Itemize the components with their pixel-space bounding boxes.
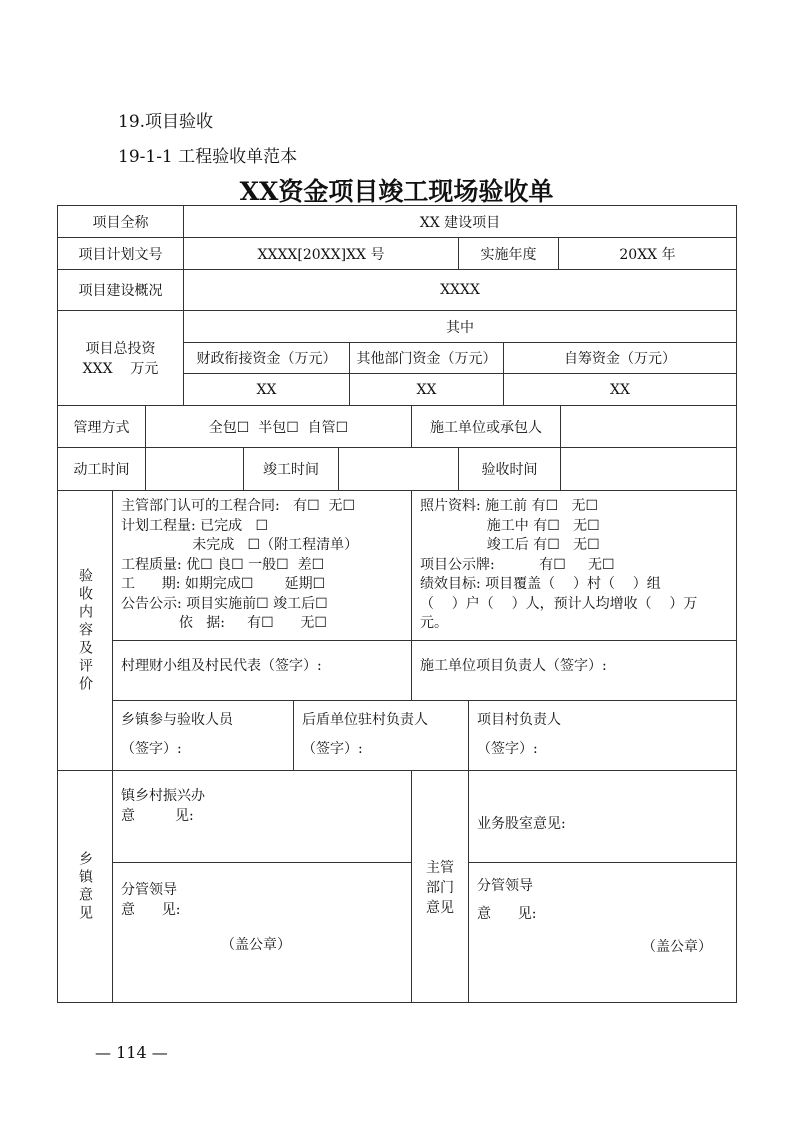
subsection-heading: 19-1-1 工程验收单范本 [118,147,298,167]
total-investment-cell [57,310,184,406]
town-opinion-label: 乡镇意见 [77,850,93,923]
village-head-sign[interactable] [468,700,737,771]
label-accept-time: 验收时间 [458,447,561,491]
opinion-label: 意 见: [121,807,194,824]
section-heading: 19.项目验收 [118,112,214,132]
self-fund-value: XX [503,373,737,406]
col-other-dept-fund: 其他部门资金（万元） [349,342,504,374]
form-title: XX资金项目竣工现场验收单 [239,177,554,206]
plan-number-value: XXXX[20XX]XX 号 [183,237,459,270]
dept-leader-opinion[interactable] [468,862,737,1003]
photo-during-line[interactable]: 施工中 有☐ 无☐ [420,517,600,534]
town-staff-label: 乡镇参与验收人员 [121,712,233,728]
goal-line-1: 绩效目标: 项目覆盖（ ）村（ ）组 [420,576,661,592]
label-start-time: 动工时间 [57,447,146,491]
backup-unit-label: 后盾单位驻村负责人 [302,712,428,728]
schedule-line[interactable]: 工 期: 如期完成☐ 延期☐ [121,576,326,592]
col-fiscal-fund: 财政衔接资金（万元） [183,342,350,374]
label-management: 管理方式 [57,405,146,448]
contractor-value[interactable] [560,405,737,448]
acceptance-right-content [411,490,737,641]
seal-label: （盖公章） [642,939,712,955]
planned-done-line[interactable]: 计划工程量: 已完成 ☐ [121,517,269,534]
overview-value: XXXX [183,269,737,311]
seal-label: （盖公章） [221,937,291,953]
page-number: — 114 — [95,1043,168,1062]
label-year: 实施年度 [458,237,559,270]
total-investment-value: XXX 万元 [82,361,159,377]
town-leader-opinion[interactable] [112,862,412,1003]
label-end-time: 竣工时间 [243,447,339,491]
sign-label: （签字）: [302,740,363,757]
contractor-sign[interactable]: 施工单位项目负责人（签字）: [411,640,737,701]
photo-before-line[interactable]: 照片资料: 施工前 有☐ 无☐ [420,498,599,514]
year-value: 20XX 年 [558,237,737,270]
acceptance-section-label-cell [57,490,113,771]
business-office-opinion[interactable]: 业务股室意见: [468,770,737,863]
label-plan-number: 项目计划文号 [57,237,184,270]
label-overview: 项目建设概况 [57,269,184,311]
leader-label: 分管领导 [477,878,533,894]
leader-label: 分管领导 [121,882,177,898]
acceptance-section-label: 验收内容及评价 [77,567,93,694]
other-dept-fund-value: XX [349,373,504,406]
opinion-label: 意 见: [477,905,537,922]
fiscal-fund-value: XX [183,373,350,406]
town-staff-sign[interactable] [112,700,294,771]
backup-unit-sign[interactable] [293,700,469,771]
goal-line-3: 元。 [420,615,448,631]
start-time-value[interactable] [145,447,244,491]
contract-line[interactable]: 主管部门认可的工程合同: 有☐ 无☐ [121,498,356,514]
village-rep-sign[interactable]: 村理财小组及村民代表（签字）: [112,640,412,701]
label-project-name: 项目全称 [57,205,184,238]
town-office-opinion[interactable] [112,770,412,863]
goal-line-2: （ ）户（ ）人，预计人均增收（ ）万 [420,595,698,612]
project-name-value: XX 建设项目 [183,205,737,238]
sign-label: （签字）: [477,740,538,757]
town-office-label: 镇乡村振兴办 [121,788,205,804]
end-time-value[interactable] [338,447,459,491]
accept-time-value[interactable] [560,447,737,491]
notice-line[interactable]: 公告公示: 项目实施前☐ 竣工后☐ [121,595,328,612]
photo-after-line[interactable]: 竣工后 有☐ 无☐ [420,537,600,553]
sign-label: （签字）: [121,740,182,757]
quality-line[interactable]: 工程质量: 优☐ 良☐ 一般☐ 差☐ [121,556,325,573]
col-self-fund: 自筹资金（万元） [503,342,737,374]
opinion-label: 意 见: [121,901,181,918]
management-options[interactable]: 全包☐ 半包☐ 自管☐ [145,405,412,448]
label-contractor: 施工单位或承包人 [411,405,561,448]
dept-opinion-label: 主管部门意见 [411,770,469,1003]
signboard-line[interactable]: 项目公示牌: 有☐ 无☐ [420,556,615,573]
acceptance-left-content [112,490,412,641]
town-opinion-label-cell [57,770,113,1003]
label-total-investment: 项目总投资 [85,341,156,357]
village-head-label: 项目村负责人 [477,712,561,728]
label-of-which: 其中 [183,310,737,343]
planned-undone-line[interactable]: 未完成 ☐（附工程清单） [121,537,359,553]
basis-line[interactable]: 依 据: 有☐ 无☐ [121,615,327,631]
